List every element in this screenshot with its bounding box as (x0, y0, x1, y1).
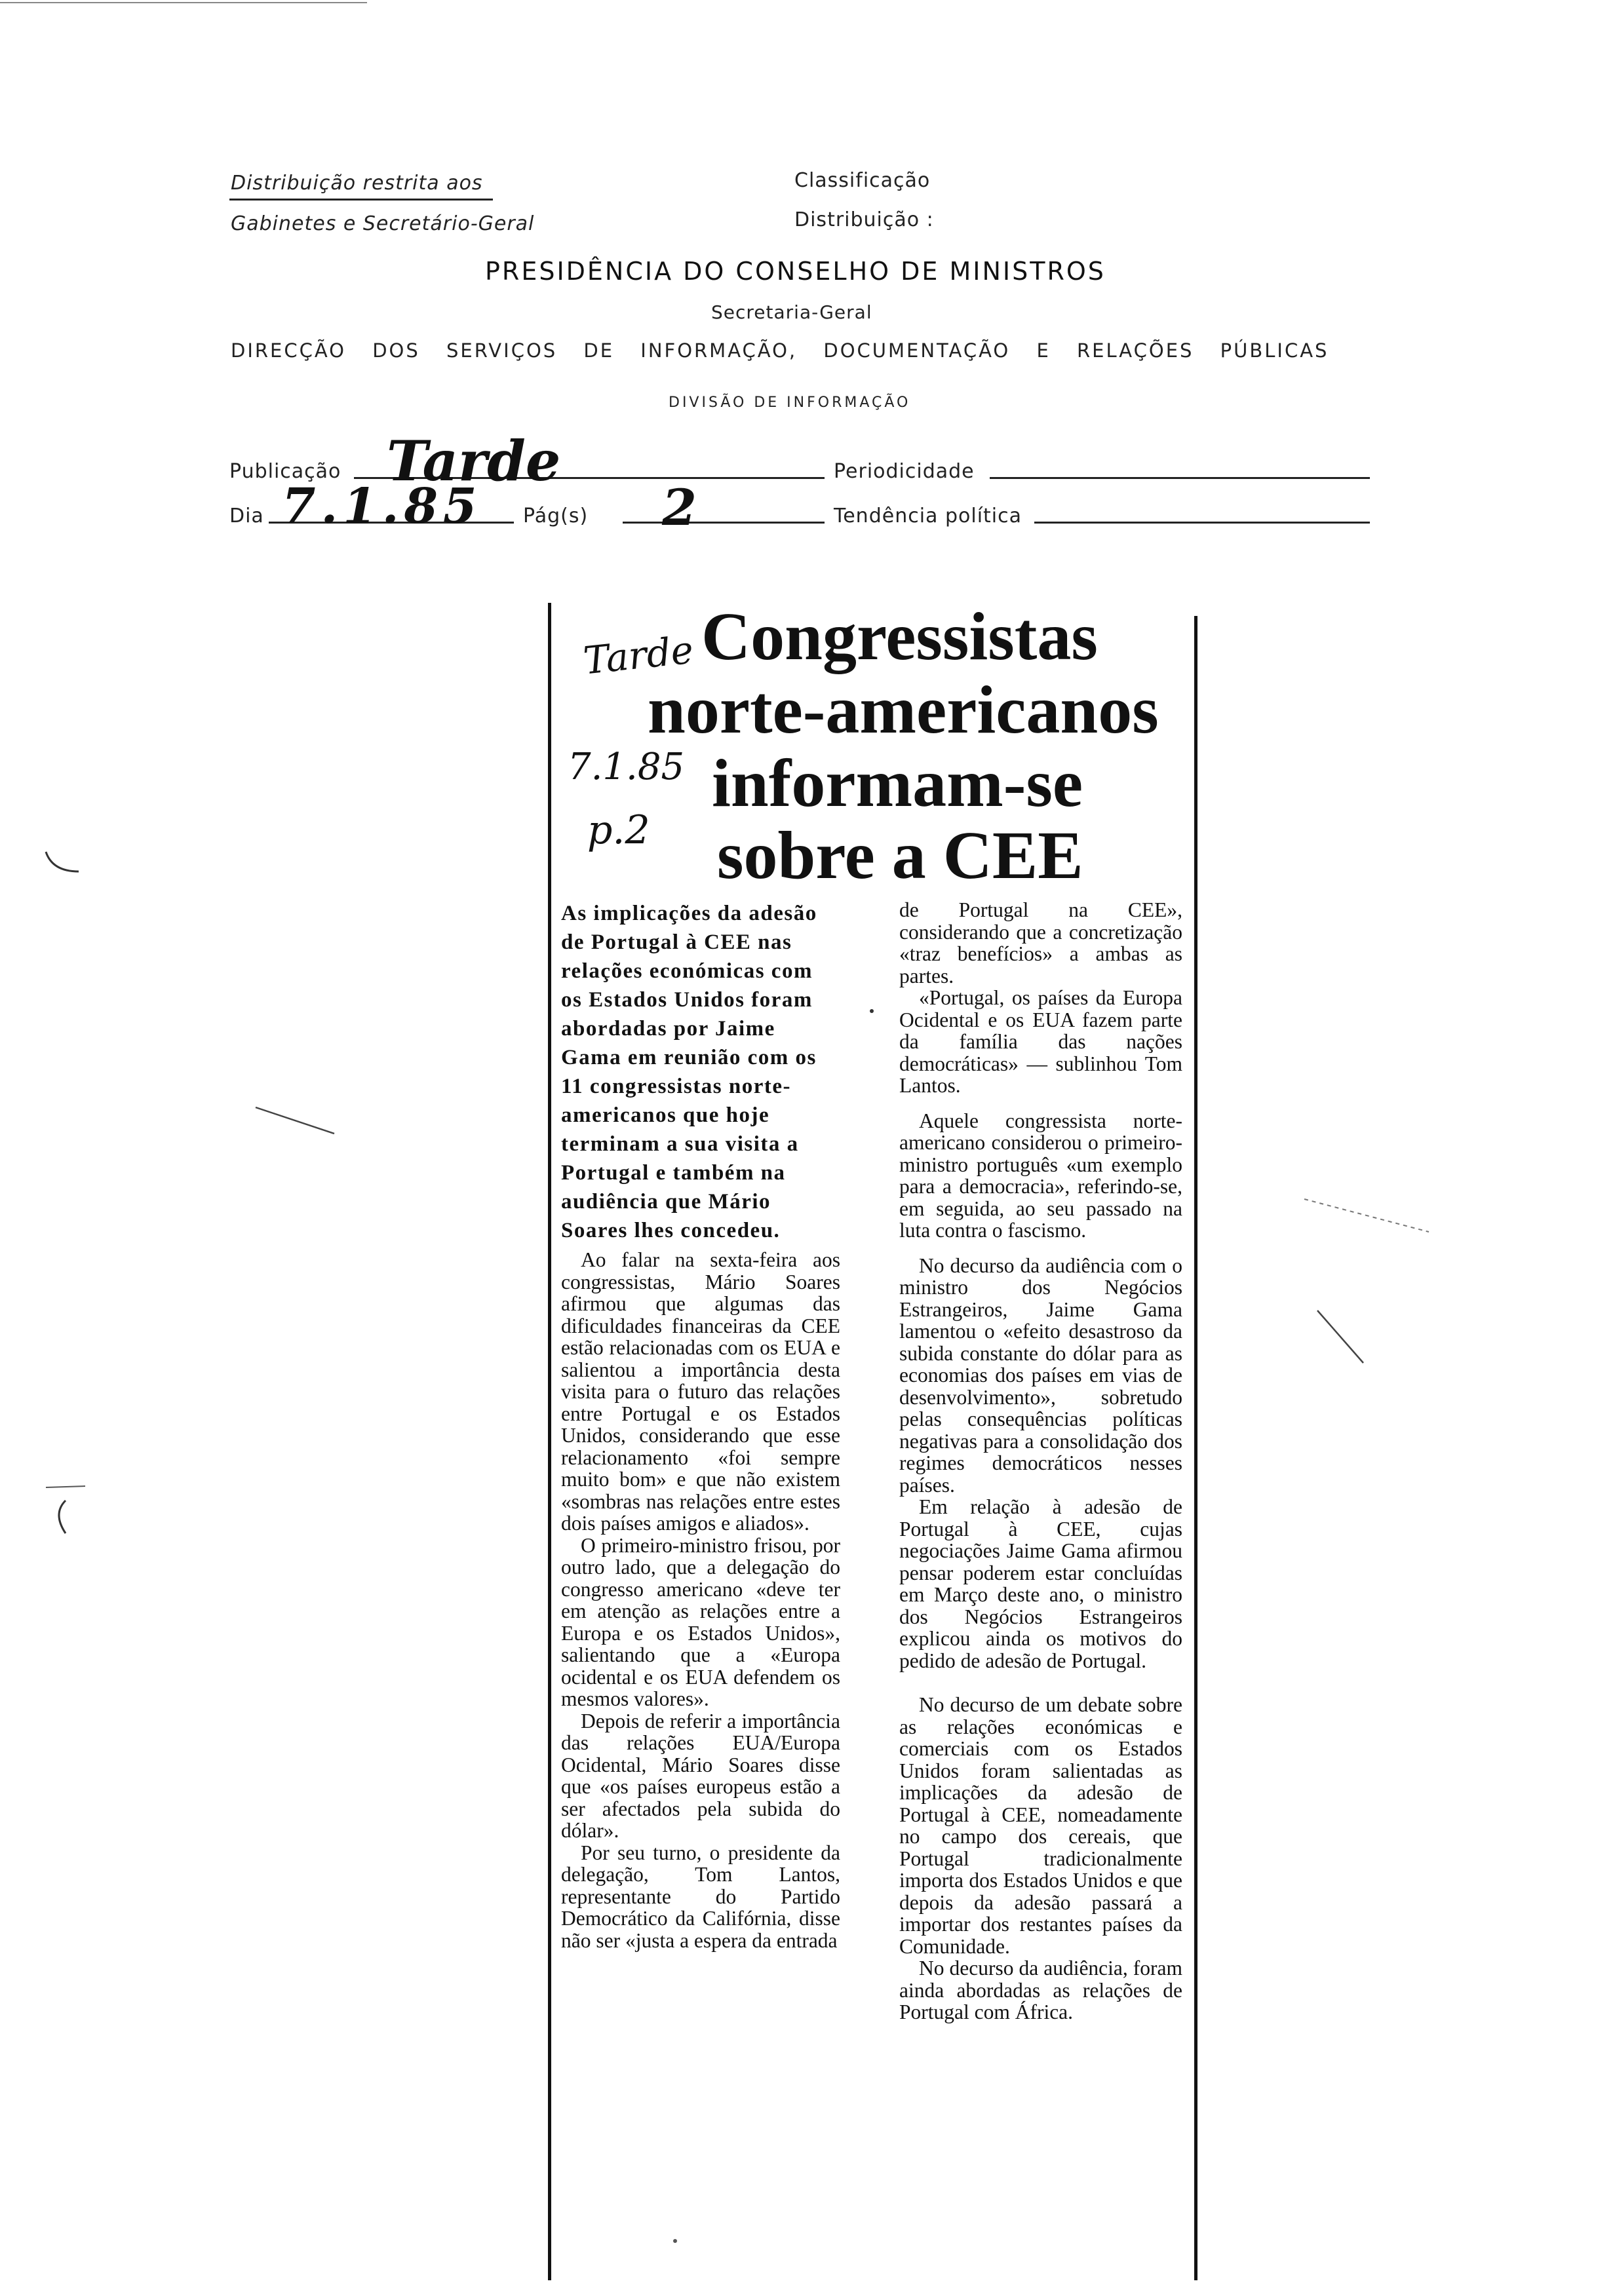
headline-line4: sobre a CEE (717, 818, 1083, 893)
clipping-right-rule (1194, 616, 1197, 2280)
scan-mark-left-arc (46, 852, 79, 871)
publication-label: Publicação (229, 460, 341, 483)
periodicity-label: Periodicidade (834, 460, 975, 483)
article-right-column (899, 899, 1182, 2023)
org-title: PRESIDÊNCIA DO CONSELHO DE MINISTROS (485, 257, 1106, 286)
scan-mark-dash (1317, 1311, 1363, 1363)
headline-line2: norte-americanos (648, 672, 1159, 748)
scan-mark-dash (1304, 1199, 1429, 1232)
pages-field-line (623, 522, 825, 524)
distribution-label: Distribuição : (794, 208, 934, 231)
article-paragraph: de Portugal na CEE», considerando que a concretização «traz benefícios» a ambas as partes. (899, 898, 1182, 987)
publication-value: Tarde (387, 429, 561, 493)
classification-label: Classificação (794, 169, 931, 192)
day-label: Dia (229, 505, 264, 527)
tendency-field-line (1034, 522, 1370, 524)
article-paragraph: Por seu turno, o presidente da delegação, Tom Lantos, representante do Partido Democrático da Califórnia, disse não ser «justa a espera da entrada (561, 1841, 840, 1952)
scan-mark-dot (870, 1009, 874, 1013)
pages-label: Pág(s) (523, 505, 589, 527)
article-paragraph: No decurso da audiência com o ministro dos Negócios Estrangeiros, Jaime Gama lamentou o «efeito desastroso da subida constante do dólar para as economias dos países em vias de desenvolvimento», sobretudo pelas consequências políticas negativas para a consolidação dos regimes democráticos nesses países. (899, 1253, 1182, 1497)
distribution-underline (229, 199, 493, 201)
annotation-publication: Tarde (581, 627, 696, 683)
scan-mark-left-arc2 (59, 1501, 66, 1533)
scan-mark-dash (46, 1486, 85, 1487)
directorate-line: DIRECÇÃO DOS SERVIÇOS DE INFORMAÇÃO, DOCUMENTAÇÃO E RELAÇÕES PÚBLICAS (231, 339, 1329, 362)
periodicity-field-line (990, 477, 1370, 479)
article-paragraph: Ao falar na sexta-feira aos congressistas, Mário Soares afirmou que algumas das dificuldades financeiras da CEE estão relacionadas com os EUA e salientou a importância desta visita para o futuro das relações entre Portugal e os Estados Unidos, considerando que esse relacionamento «foi sempre muito bom» e que não existem «sombras nas relações entre estes dois países amigos e aliados». (561, 1248, 840, 1535)
article-lead: As implicações da adesão de Portugal à CEE nas relações económicas com os Estados Unidos foram abordadas por Jaime Gama em reunião com os 11 congressistas norte-americanos que hoje terminam a sua visita a Portugal e também na audiência que Mário Soares lhes concedeu. (561, 902, 817, 1242)
article-paragraph: «Portugal, os países da Europa Ocidental e os EUA fazem parte da família das nações democráticas» — sublinhou Tom Lantos. (899, 986, 1182, 1097)
day-value: 7.1.85 (282, 478, 482, 535)
distribution-restriction-line2: Gabinetes e Secretário-Geral (231, 212, 535, 235)
org-subtitle: Secretaria-Geral (711, 301, 872, 323)
annotation-date: 7.1.85 (568, 746, 685, 788)
tendency-label: Tendência política (834, 505, 1022, 527)
article-paragraph: Em relação à adesão de Portugal à CEE, cujas negociações Jaime Gama afirmou pensar poderem estar concluídas em Março deste ano, o ministro dos Negócios Estrangeiros explicou ainda os motivos do pedido de adesão de Portugal. (899, 1495, 1182, 1672)
article-paragraph: No decurso da audiência, foram ainda abordadas as relações de Portugal com África. (899, 1957, 1182, 2023)
distribution-restriction-line1: Distribuição restrita aos (231, 172, 483, 195)
article-paragraph: Depois de referir a importância das relações EUA/Europa Ocidental, Mário Soares disse que «os países europeus estão a ser afectados pela subida do dólar». (561, 1709, 840, 1842)
headline-line1: Congressistas (701, 599, 1098, 674)
article-paragraph: O primeiro-ministro frisou, por outro lado, que a delegação do congresso americano «deve ter em atenção as relações entre a Europa e os Estados Unidos», salientando que a «Europa ocidental e os EUA defendem os mesmos valores». (561, 1533, 840, 1710)
division-line: DIVISÃO DE INFORMAÇÃO (669, 394, 911, 411)
scan-mark-dot (673, 2239, 677, 2243)
headline-line3: informam-se (712, 746, 1083, 821)
article-paragraph: Aquele congressista norte-americano considerou o primeiro-ministro português «um exemplo para a democracia», referindo-se, em seguida, ao seu passado na luta contra o fascismo. (899, 1109, 1182, 1242)
scan-mark-dash (256, 1107, 334, 1134)
article-paragraph: No decurso de um debate sobre as relações económicas e comerciais com os Estados Unidos foram salientadas as implicações da adesão de Portugal à CEE, nomeadamente no campo dos cereais, que Portugal tradicionalmente importa dos Estados Unidos e que depois da adesão passará a importar dos restantes países da Comunidade. (899, 1693, 1182, 1958)
article-left-column (561, 899, 840, 1951)
clipping-left-rule (548, 603, 551, 2280)
top-edge-rule (0, 2, 367, 3)
pages-value: 2 (662, 478, 697, 537)
annotation-page: p.2 (587, 807, 650, 853)
